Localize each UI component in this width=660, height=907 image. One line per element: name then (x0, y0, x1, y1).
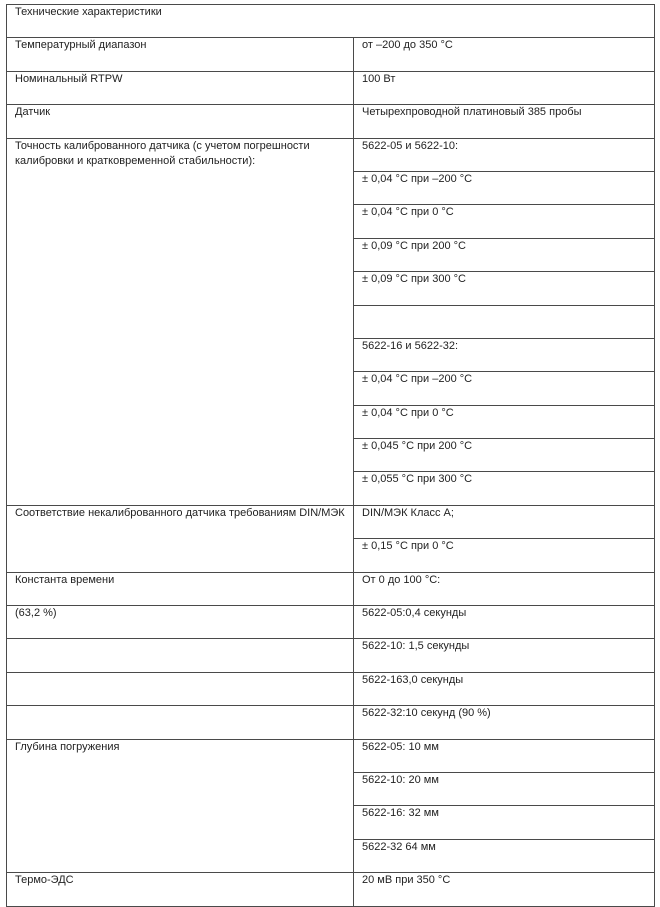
param-cell-time-constant: Константа времени (7, 572, 354, 605)
param-cell-din: Соответствие некалиброванного датчика требованиям DIN/МЭК (7, 505, 354, 572)
value-cell: ± 0,15 °C при 0 °C (354, 539, 655, 572)
value-cell: 5622-32:10 секунд (90 %) (354, 706, 655, 739)
value-cell: Четырехпроводной платиновый 385 пробы (354, 105, 655, 138)
value-cell: ± 0,09 °C при 200 °C (354, 238, 655, 271)
value-cell: 5622-16: 32 мм (354, 806, 655, 839)
param-cell-immersion: Глубина погружения (7, 739, 354, 873)
table-row (7, 71, 655, 104)
table-row (7, 138, 655, 171)
value-cell: 5622-05 и 5622-10: (354, 138, 655, 171)
value-cell: 5622-32 64 мм (354, 839, 655, 872)
value-cell: От 0 до 100 °C: (354, 572, 655, 605)
table-row (7, 873, 655, 906)
param-cell: Номинальный RTPW (7, 71, 354, 104)
table-row (7, 606, 655, 639)
table-header-row (7, 5, 655, 38)
table-row (7, 38, 655, 71)
table-row (7, 105, 655, 138)
value-cell: 100 Вт (354, 71, 655, 104)
value-cell: 5622-10: 1,5 секунды (354, 639, 655, 672)
value-cell: ± 0,09 °C при 300 °C (354, 272, 655, 305)
param-cell-accuracy: Точность калиброванного датчика (с учетом погрешности калибровки и кратковременной стабильности): (7, 138, 354, 505)
value-cell: ± 0,045 °C при 200 °C (354, 439, 655, 472)
table-row (7, 572, 655, 605)
table-row (7, 505, 655, 538)
specifications-table (6, 4, 655, 907)
value-cell: 5622-163,0 секунды (354, 672, 655, 705)
value-cell-empty (354, 305, 655, 338)
value-cell: 20 мВ при 350 °C (354, 873, 655, 906)
value-cell: ± 0,04 °C при –200 °C (354, 372, 655, 405)
value-cell: ± 0,04 °C при 0 °C (354, 205, 655, 238)
param-cell: Датчик (7, 105, 354, 138)
table-title: Технические характеристики (7, 5, 655, 38)
value-cell: 5622-16 и 5622-32: (354, 338, 655, 371)
table-row (7, 672, 655, 705)
param-cell-empty (7, 706, 354, 739)
param-cell-thermo-emf: Термо-ЭДС (7, 873, 354, 906)
param-cell-empty (7, 672, 354, 705)
value-cell: DIN/МЭК Класс А; (354, 505, 655, 538)
value-cell: ± 0,04 °C при –200 °C (354, 171, 655, 204)
table-row (7, 639, 655, 672)
param-cell: Температурный диапазон (7, 38, 354, 71)
param-cell-time-constant-note: (63,2 %) (7, 606, 354, 639)
value-cell: 5622-05:0,4 секунды (354, 606, 655, 639)
table-row (7, 706, 655, 739)
value-cell: ± 0,055 °C при 300 °C (354, 472, 655, 505)
value-cell: 5622-05: 10 мм (354, 739, 655, 772)
param-cell-empty (7, 639, 354, 672)
table-row (7, 739, 655, 772)
value-cell: 5622-10: 20 мм (354, 772, 655, 805)
value-cell: от –200 до 350 °C (354, 38, 655, 71)
value-cell: ± 0,04 °C при 0 °C (354, 405, 655, 438)
